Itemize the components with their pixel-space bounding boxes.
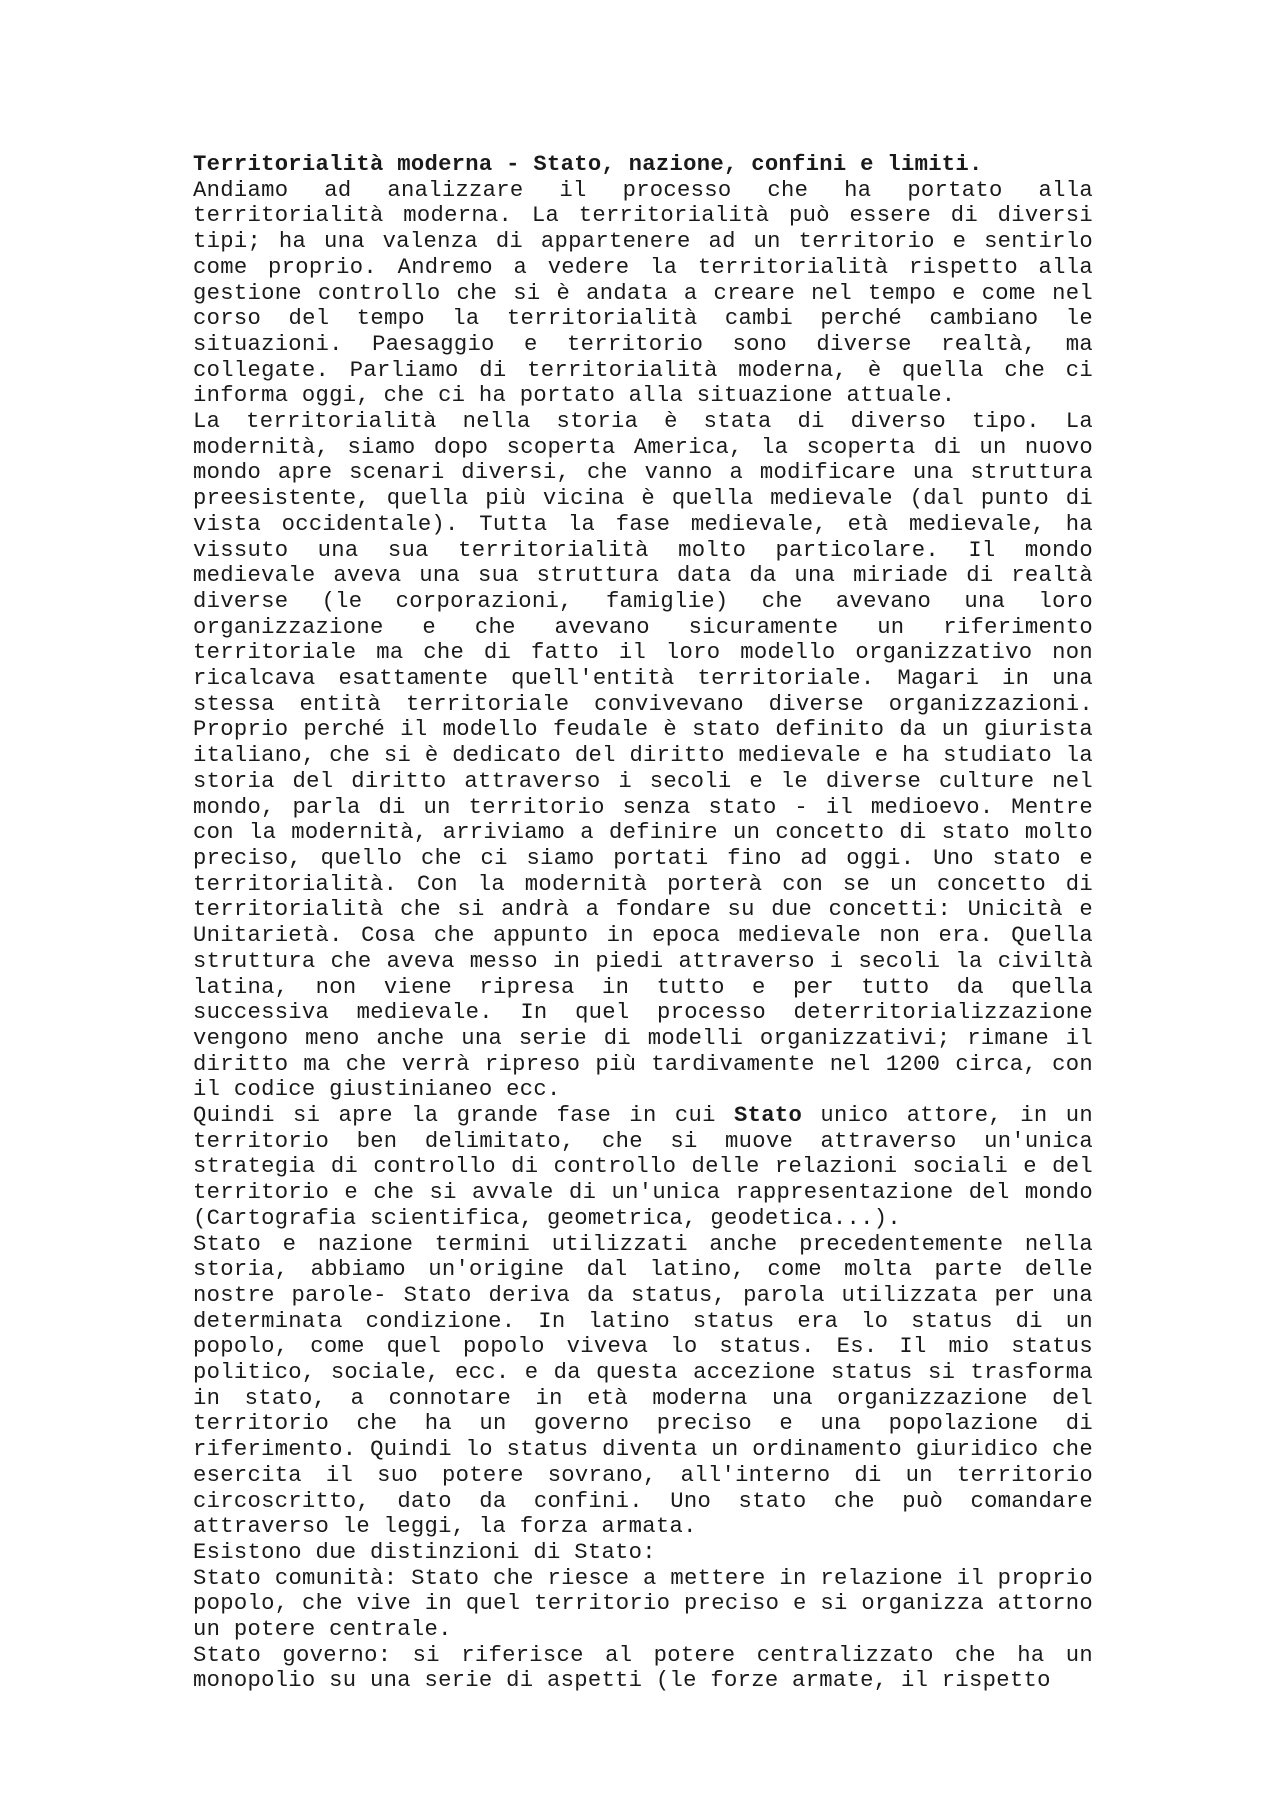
document-title: Territorialità moderna - Stato, nazione, confini e limiti.	[193, 152, 983, 177]
paragraph-stato-nazione: Stato e nazione termini utilizzati anche precedentemente nella storia, abbiamo un'origine dal latino, come molta parte delle nostre parole- Stato deriva da status, parola utilizzata per una determinata condizione. In latino status era lo status di un popolo, come quel popolo viveva lo status. Es. Il mio status politico, sociale, ecc. e da questa accezione status si trasforma in stato, a connotare in età moderna una organizzazione del territorio che ha un governo preciso e una popolazione di riferimento. Quindi lo status diventa un ordinamento giuridico che esercita il suo potere sovrano, all'interno di un territorio circoscritto, dato da confini. Uno stato che può comandare attraverso le leggi, la forza armata.	[193, 1231, 1093, 1540]
paragraph-stato	[193, 1103, 1093, 1232]
document-page	[193, 152, 1093, 1694]
paragraph-distinzioni: Esistono due distinzioni di Stato:	[193, 1539, 656, 1565]
paragraph-intro: Andiamo ad analizzare il processo che ha portato alla territorialità moderna. La territorialità può essere di diversi tipi; ha una valenza di appartenere ad un territorio e sentirlo come proprio. Andremo a vedere la territorialità rispetto alla gestione controllo che si è andata a creare nel tempo e come nel corso del tempo la territorialità cambi perché cambiano le situazioni. Paesaggio e territorio sono diverse realtà, ma collegate. Parliamo di territorialità moderna, è quella che ci informa oggi, che ci ha portato alla situazione attuale.	[193, 177, 1093, 409]
paragraph-medieval: La territorialità nella storia è stata di diverso tipo. La modernità, siamo dopo scoperta America, la scoperta di un nuovo mondo apre scenari diversi, che vanno a modificare una struttura preesistente, quella più vicina è quella medievale (dal punto di vista occidentale). Tutta la fase medievale, età medievale, ha vissuto una sua territorialità molto particolare. Il mondo medievale aveva una sua struttura data da una miriade di realtà diverse (le corporazioni, famiglie) che avevano una loro organizzazione e che avevano sicuramente un riferimento territoriale ma che di fatto il loro modello organizzativo non ricalcava esattamente quell'entità territoriale. Magari in una stessa entità territoriale convivevano diverse organizzazioni. Proprio perché il modello feudale è stato definito da un giurista italiano, che si è dedicato del diritto medievale e ha studiato la storia del diritto attraverso i secoli e le diverse culture nel mondo, parla di un territorio senza stato - il medioevo. Mentre con la modernità, arriviamo a definire un concetto di stato molto preciso, quello che ci siamo portati fino ad oggi. Uno stato e territorialità. Con la modernità porterà con se un concetto di territorialità che si andrà a fondare su due concetti: Unicità e Unitarietà. Cosa che appunto in epoca medievale non era. Quella struttura che aveva messo in piedi attraverso i secoli la civiltà latina, non viene ripresa in tutto e per tutto da quella successiva medievale. In quel processo deterritorializzazione vengono meno anche una serie di modelli organizzativi; rimane il diritto ma che verrà ripreso più tardivamente nel 1200 circa, con il codice giustinianeo ecc.	[193, 409, 1093, 1103]
paragraph-stato-comunita: Stato comunità: Stato che riesce a mettere in relazione il proprio popolo, che vive in quel territorio preciso e si organizza attorno un potere centrale.	[193, 1565, 1093, 1643]
paragraph-stato-governo: Stato governo: si riferisce al potere centralizzato che ha un monopolio su una serie di aspetti (le forze armate, il rispetto	[193, 1642, 1093, 1694]
stato-text-before: Quindi si apre la grande fase in cui	[193, 1103, 734, 1129]
stato-bold-term: Stato	[734, 1103, 803, 1129]
stato-text-after: unico attore, in un territorio ben delimitato, che si muove attraverso un'unica strategia di controllo di controllo delle relazioni sociali e del territorio e che si avvale di un'unica rappresentazione del mondo (Cartografia scientifica, geometrica, geodetica...).	[193, 1103, 1093, 1231]
